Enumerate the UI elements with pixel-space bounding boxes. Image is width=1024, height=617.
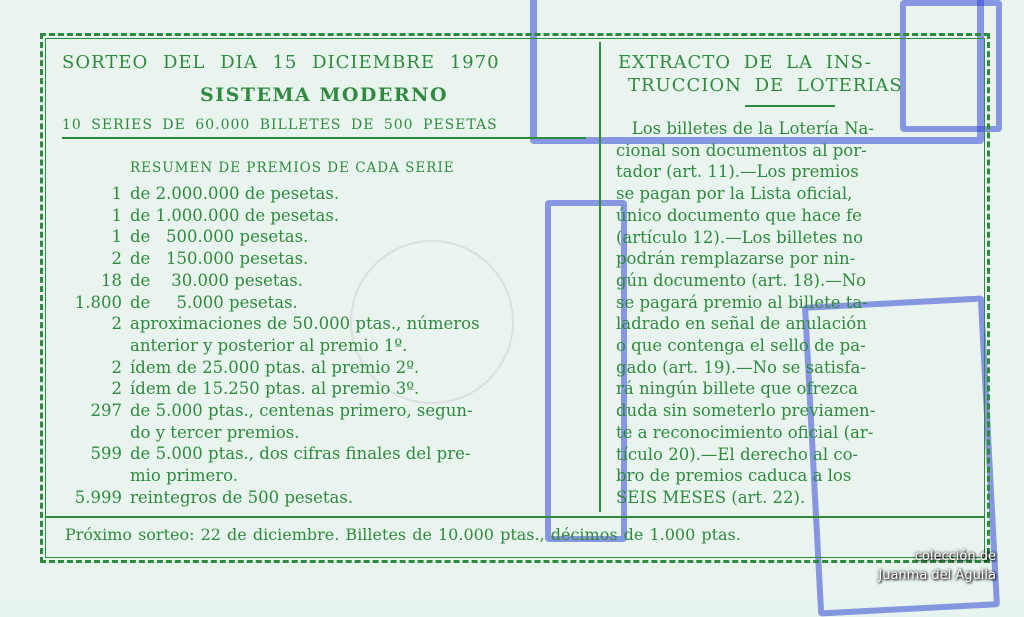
prize-quantity: 2 — [111, 379, 122, 399]
extract-line: cional son documentos al por- — [616, 140, 867, 160]
prize-summary-title: RESUMEN DE PREMIOS DE CADA SERIE — [130, 160, 455, 176]
prize-quantity: 1 — [111, 184, 122, 203]
collection-credit-line2: Juanma del Aguila — [878, 568, 996, 583]
prize-description: anterior y posterior al premio 1º. — [130, 335, 408, 355]
prize-description: ídem de 15.250 ptas. al premio 3º. — [130, 379, 420, 399]
prize-description: reintegros de 500 pesetas. — [130, 487, 354, 507]
prize-quantity: 2 — [111, 249, 122, 269]
prize-quantity — [60, 422, 130, 444]
collection-credit-line1: colección de — [914, 549, 996, 564]
extract-line: único documento que hace fe — [616, 205, 862, 225]
extract-line: Los billetes de la Lotería Na- — [616, 119, 874, 138]
prize-description: de 500.000 pesetas. — [130, 227, 309, 247]
prize-description: de 5.000 ptas., centenas primero, segun- — [130, 401, 473, 421]
prize-description: de 30.000 pesetas. — [130, 270, 304, 290]
extract-text — [616, 118, 966, 509]
prize-quantity: 2 — [111, 357, 122, 377]
prize-row — [60, 270, 580, 292]
prize-row — [60, 205, 580, 227]
prize-row — [60, 335, 580, 357]
prize-quantity: 18 — [101, 270, 122, 290]
prize-row — [60, 443, 580, 465]
prize-description: aproximaciones de 50.000 ptas., números — [130, 314, 480, 334]
prize-row — [60, 400, 580, 422]
system-heading: SISTEMA MODERNO — [200, 84, 449, 106]
prize-description: de 2.000.000 de pesetas. — [130, 184, 340, 203]
extract-line: o que contenga el sello de pa- — [616, 336, 866, 356]
prize-row — [60, 313, 580, 335]
prize-description: de 150.000 pesetas. — [130, 249, 309, 269]
extract-line: se pagará premio al billete ta- — [616, 292, 868, 312]
prize-row — [60, 465, 580, 487]
prize-quantity: 1 — [111, 205, 122, 225]
prize-description: de 5.000 ptas., dos cifras finales del pre- — [130, 444, 471, 464]
prize-description: de 5.000 pesetas. — [130, 292, 298, 312]
extract-heading-rule — [745, 105, 835, 107]
prize-description: mio primero. — [130, 466, 239, 486]
prize-quantity — [60, 335, 130, 357]
prize-row — [60, 292, 580, 314]
prize-list — [60, 183, 580, 509]
extract-line: gado (art. 19).—No se satisfa- — [616, 357, 866, 377]
extract-line: te a reconocimiento oficial (ar- — [616, 422, 874, 442]
extract-heading-1: EXTRACTO DE LA INS- — [618, 52, 872, 73]
prize-row — [60, 487, 580, 509]
prize-quantity: 2 — [111, 314, 122, 334]
extract-line: duda sin someterlo previamen- — [616, 401, 876, 421]
extract-line: tador (art. 11).—Los premios — [616, 162, 859, 182]
extract-line: podrán remplazarse por nin- — [616, 249, 856, 269]
prize-description: de 1.000.000 de pesetas. — [130, 205, 340, 225]
prize-quantity: 1.800 — [74, 292, 122, 312]
series-heading: 10 SERIES DE 60.000 BILLETES DE 500 PESETAS — [62, 117, 498, 133]
prize-row — [60, 183, 580, 205]
prize-row — [60, 378, 580, 400]
prize-row — [60, 226, 580, 248]
extract-line: (artículo 12).—Los billetes no — [616, 227, 864, 247]
prize-row — [60, 357, 580, 379]
prize-quantity: 5.999 — [74, 487, 122, 507]
prize-quantity — [60, 465, 130, 487]
extract-line: bro de premios caduca a los — [616, 466, 852, 486]
column-divider — [599, 42, 601, 512]
extract-line: SEIS MESES (art. 22). — [616, 487, 806, 507]
series-underline — [62, 137, 586, 139]
extract-line: se pagan por la Lista oficial, — [616, 184, 853, 204]
draw-date-heading: SORTEO DEL DIA 15 DICIEMBRE 1970 — [62, 52, 500, 73]
prize-quantity: 1 — [111, 227, 122, 247]
prize-description: do y tercer premios. — [130, 422, 300, 442]
extract-line: rá ningún billete que ofrezca — [616, 379, 859, 399]
prize-quantity: 599 — [90, 444, 122, 464]
footer-rule — [45, 516, 985, 518]
extract-heading-2: TRUCCION DE LOTERIAS — [628, 75, 903, 96]
prize-row — [60, 248, 580, 270]
extract-line: gún documento (art. 18).—No — [616, 270, 867, 290]
next-draw-footer: Próximo sorteo: 22 de diciembre. Billetes de 10.000 ptas., décimos de 1.000 ptas. — [65, 525, 741, 544]
extract-line: ladrado en señal de anulación — [616, 314, 867, 334]
prize-row — [60, 422, 580, 444]
prize-description: ídem de 25.000 ptas. al premio 2º. — [130, 357, 420, 377]
prize-quantity: 297 — [90, 401, 122, 421]
extract-line: tículo 20).—El derecho al co- — [616, 444, 859, 464]
